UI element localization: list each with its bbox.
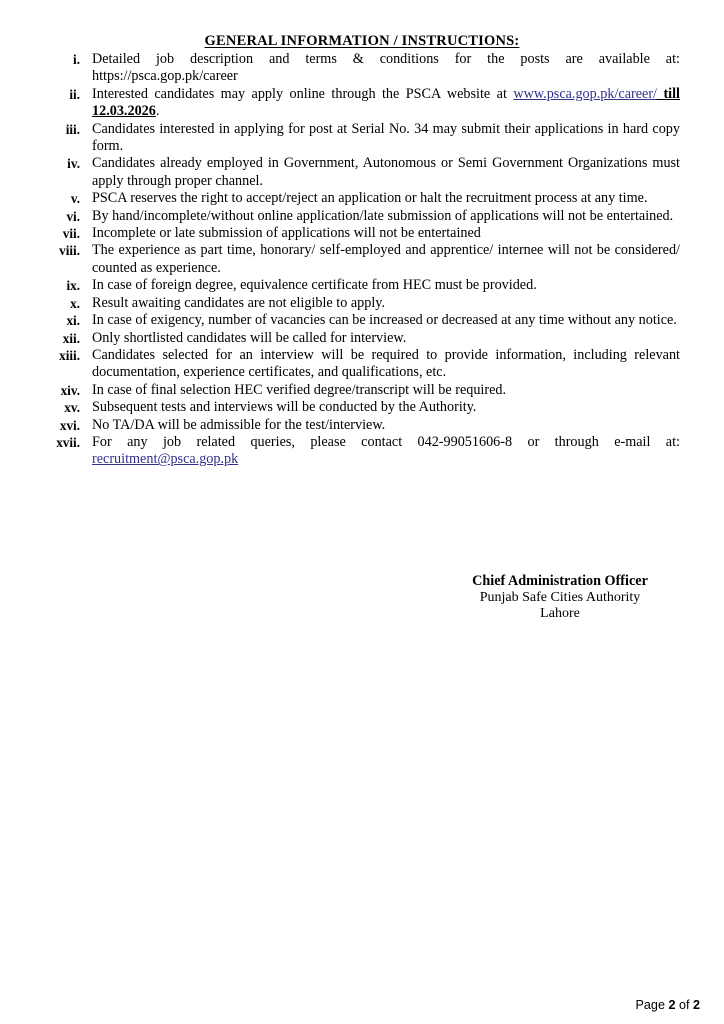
instruction-marker: x. (70, 295, 80, 311)
instruction-text: No TA/DA will be admissible for the test/interview. (92, 416, 386, 433)
instruction-text: Candidates selected for an interview will be required to provide information, including relevant documentation, experience certificates, and qualifications, etc. (92, 346, 680, 381)
instruction-text: By hand/incomplete/without online application/late submission of applications will not be entertained. (92, 207, 674, 224)
instruction-marker: xiii. (59, 347, 80, 363)
signature-block (424, 573, 696, 623)
instruction-item (40, 417, 680, 434)
instruction-item (40, 208, 680, 225)
instruction-text: PSCA reserves the right to accept/reject an application or halt the recruitment process at any time. (92, 190, 648, 207)
instruction-text: Incomplete or late submission of applications will not be entertained (92, 225, 481, 242)
instruction-item (40, 434, 680, 469)
signature-title: Chief Administration Officer (472, 573, 648, 589)
instruction-text: Candidates already employed in Government, Autonomous or Semi Government Organizations must apply through proper channel. (92, 155, 680, 189)
instruction-text: Subsequent tests and interviews will be conducted by the Authority. (92, 399, 477, 416)
instruction-text: Only shortlisted candidates will be called for interview. (92, 329, 407, 346)
instruction-text: In case of final selection HEC verified degree/transcript will be required. (92, 381, 507, 398)
deadline-emphasis: till 12.03.2026 (92, 85, 680, 120)
instruction-marker: ix. (66, 278, 80, 294)
instruction-text: Candidates interested in applying for post at Serial No. 34 may submit their applications in hard copy form. (92, 120, 680, 155)
instruction-item (40, 51, 680, 86)
instruction-text-lead: Interested candidates may apply online through the PSCA website at (92, 85, 514, 102)
instruction-marker: viii. (59, 243, 80, 259)
page-title (0, 33, 724, 50)
instruction-item (40, 399, 680, 416)
instruction-marker: iii. (65, 121, 80, 137)
instruction-marker: i. (73, 52, 80, 67)
instruction-marker: vii. (62, 226, 80, 242)
page-footer (636, 998, 700, 1012)
instruction-text: Detailed job description and terms & conditions for the posts are available at: https://psca.gop.pk/career (92, 51, 680, 85)
instruction-item (40, 242, 680, 277)
instruction-item (40, 155, 680, 190)
instruction-item (40, 330, 680, 347)
instruction-item (40, 295, 680, 312)
footer-current-page: 2 (668, 998, 676, 1012)
instruction-marker: iv. (67, 156, 80, 172)
instruction-marker: xii. (62, 330, 80, 346)
instruction-text-lead: For any job related queries, please contact 042-99051606-8 or through e-mail at: (92, 433, 680, 450)
instruction-text (92, 434, 680, 469)
instruction-text (92, 86, 680, 121)
instruction-text-tail: . (155, 103, 160, 120)
signature-city: Lahore (540, 606, 580, 621)
page-title-text: GENERAL INFORMATION / INSTRUCTIONS: (204, 33, 520, 49)
footer-total-pages: 2 (692, 998, 700, 1012)
instruction-marker: v. (70, 191, 80, 207)
instruction-marker: xi. (66, 313, 80, 329)
instruction-item (40, 225, 680, 242)
instruction-item (40, 312, 680, 329)
instruction-item (40, 86, 680, 121)
instruction-marker: xiv. (60, 382, 80, 398)
footer-middle: of (675, 998, 693, 1012)
instruction-marker: xv. (64, 400, 80, 416)
instruction-text: In case of foreign degree, equivalence certificate from HEC must be provided. (92, 277, 537, 294)
instruction-item (40, 382, 680, 399)
footer-prefix: Page (635, 998, 669, 1012)
instruction-item (40, 190, 680, 207)
instruction-marker: ii. (69, 86, 80, 102)
instruction-marker: xvi. (59, 417, 80, 433)
instruction-text: Result awaiting candidates are not eligible to apply. (92, 294, 385, 311)
instruction-item (40, 121, 680, 156)
instruction-marker: vi. (66, 208, 80, 224)
instruction-text: The experience as part time, honorary/ self-employed and apprentice/ internee will not be considered/ counted as experience. (92, 242, 680, 276)
hyperlink[interactable]: www.psca.gop.pk/career/ (513, 85, 657, 102)
instruction-text: In case of exigency, number of vacancies can be increased or decreased at any time without any notice. (92, 312, 677, 329)
hyperlink[interactable]: recruitment@psca.gop.pk (92, 451, 239, 468)
instruction-item (40, 277, 680, 294)
instruction-marker: xvii. (56, 434, 80, 450)
instruction-item (40, 347, 680, 382)
instruction-list (40, 51, 680, 469)
signature-organization: Punjab Safe Cities Authority (479, 589, 641, 605)
